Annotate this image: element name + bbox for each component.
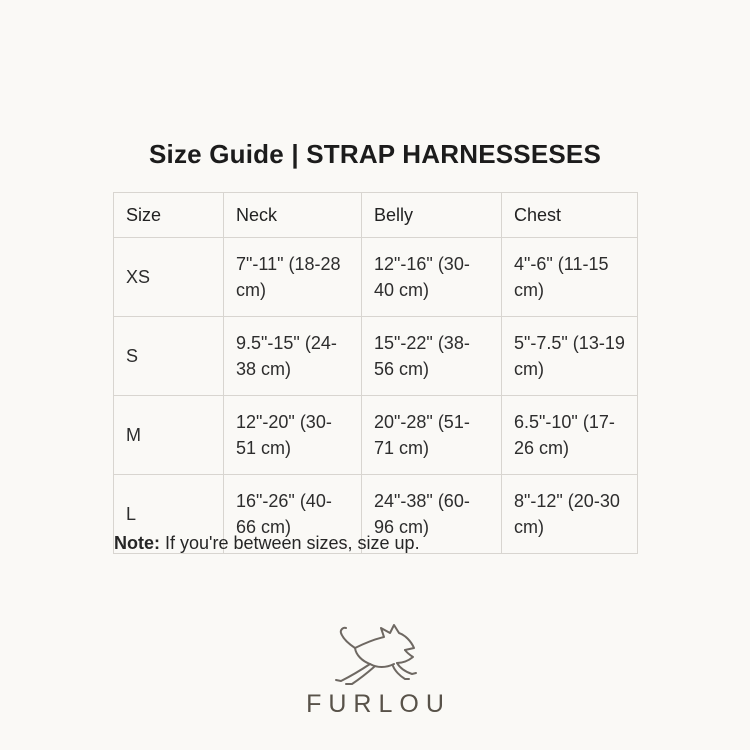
- col-header-belly: Belly: [362, 193, 502, 238]
- cell-chest: 5"-7.5" (13-19 cm): [502, 317, 638, 396]
- cell-belly: 12"-16" (30-40 cm): [362, 238, 502, 317]
- page-title: Size Guide | STRAP HARNESSESES: [148, 139, 601, 169]
- col-header-chest: Chest: [502, 193, 638, 238]
- cell-chest: 8"-12" (20-30 cm): [502, 475, 638, 554]
- cell-belly: 15"-22" (38-56 cm): [362, 317, 502, 396]
- table-header-row: [114, 193, 638, 238]
- cell-size: XS: [114, 238, 224, 317]
- sizing-note: [114, 531, 420, 555]
- cell-size: S: [114, 317, 224, 396]
- note-label: Note:: [114, 533, 160, 553]
- cell-neck: 16"-26" (40-66 cm): [224, 475, 362, 554]
- running-dog-icon: [327, 622, 423, 686]
- cell-neck: 12"-20" (30-51 cm): [224, 396, 362, 475]
- cell-size: L: [114, 475, 224, 554]
- cell-chest: 4"-6" (11-15 cm): [502, 238, 638, 317]
- note-text: If you're between sizes, size up.: [160, 533, 420, 553]
- cell-size: M: [114, 396, 224, 475]
- brand-wordmark: FURLOU: [306, 690, 451, 718]
- size-guide-table: [113, 192, 638, 554]
- cell-belly: 24"-38" (60-96 cm): [362, 475, 502, 554]
- cell-belly: 20"-28" (51-71 cm): [362, 396, 502, 475]
- cell-neck: 9.5"-15" (24-38 cm): [224, 317, 362, 396]
- cell-neck: 7"-11" (18-28 cm): [224, 238, 362, 317]
- cell-chest: 6.5"-10" (17-26 cm): [502, 396, 638, 475]
- brand-logo: [0, 622, 750, 719]
- col-header-size: Size: [114, 193, 224, 238]
- col-header-neck: Neck: [224, 193, 362, 238]
- table-row-xs: [114, 238, 638, 317]
- table-row-s: [114, 317, 638, 396]
- table-row-m: [114, 396, 638, 475]
